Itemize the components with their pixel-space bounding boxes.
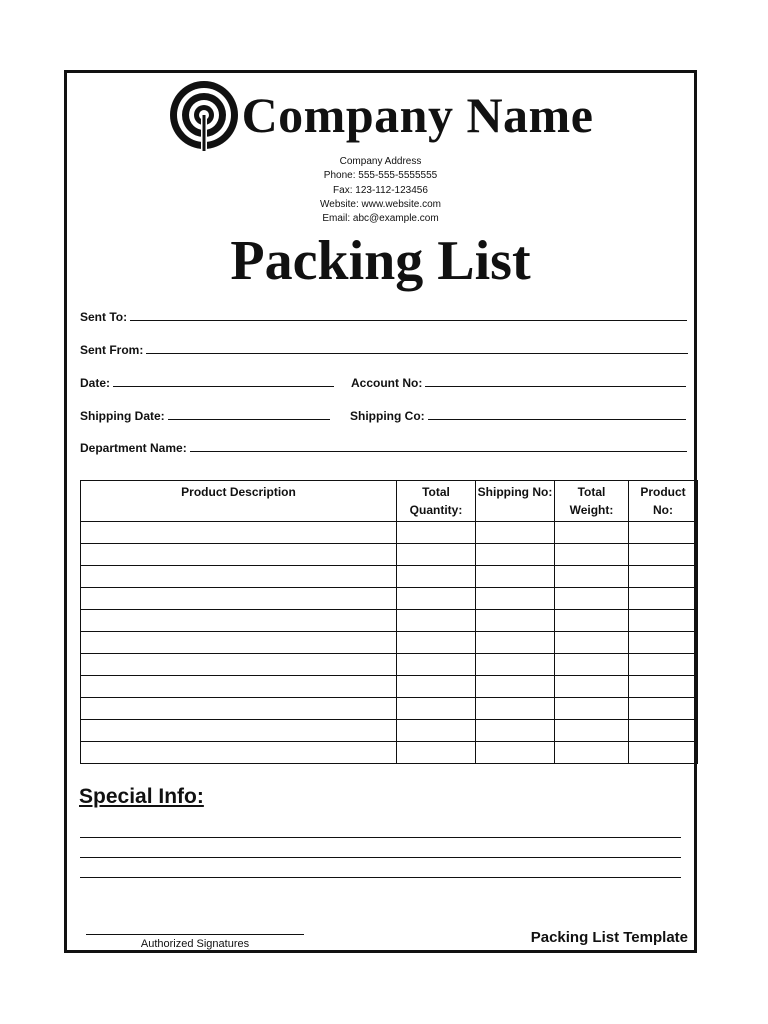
date-line[interactable] [113,386,334,387]
table-row [81,566,698,588]
special-info-line[interactable] [80,857,681,858]
items-table-header-row [81,481,698,522]
column-header: Total Weight: [555,481,629,522]
sent-to-label: Sent To: [80,310,128,324]
signature-line[interactable] [86,934,304,935]
company-name: Company Name [241,87,594,143]
table-cell[interactable] [476,698,555,720]
date-field[interactable] [80,372,334,390]
table-cell[interactable] [476,654,555,676]
company-website: Website: www.website.com [320,198,441,210]
table-row [81,698,698,720]
company-fax: Fax: 123-112-123456 [333,184,428,196]
date-label: Date: [80,376,111,390]
account-no-line[interactable] [425,386,686,387]
company-address: Company Address [339,156,422,167]
table-cell[interactable] [81,610,397,632]
company-phone: Phone: 555-555-5555555 [323,170,438,182]
table-cell[interactable] [555,676,629,698]
special-info-line[interactable] [80,837,681,838]
column-header: Product Description [81,481,397,522]
table-cell[interactable] [81,654,397,676]
shipping-date-line[interactable] [168,419,330,420]
table-cell[interactable] [555,698,629,720]
table-row [81,632,698,654]
table-cell[interactable] [81,720,397,742]
sent-from-line[interactable] [146,353,688,354]
table-cell[interactable] [397,588,476,610]
special-info-heading: Special Info: [79,785,204,808]
table-cell[interactable] [629,588,698,610]
table-cell[interactable] [81,544,397,566]
sent-to-field[interactable] [80,306,687,324]
table-row [81,676,698,698]
column-header: Shipping No: [476,481,555,522]
table-row [81,720,698,742]
table-cell[interactable] [476,566,555,588]
table-cell[interactable] [81,588,397,610]
department-name-line[interactable] [190,451,687,452]
table-cell[interactable] [555,610,629,632]
table-cell[interactable] [555,588,629,610]
items-table [80,480,698,764]
table-cell[interactable] [555,522,629,544]
table-cell[interactable] [629,610,698,632]
table-cell[interactable] [629,654,698,676]
shipping-date-field[interactable] [80,405,330,423]
shipping-date-label: Shipping Date: [80,409,165,423]
table-cell[interactable] [81,742,397,764]
table-cell[interactable] [629,566,698,588]
shipping-co-label: Shipping Co: [350,409,425,423]
table-row [81,654,698,676]
table-row [81,544,698,566]
packing-list-document [64,70,697,953]
shipping-co-field[interactable] [350,405,686,423]
table-cell[interactable] [397,698,476,720]
table-cell[interactable] [476,676,555,698]
table-cell[interactable] [476,632,555,654]
table-cell[interactable] [629,698,698,720]
table-cell[interactable] [476,720,555,742]
table-cell[interactable] [476,522,555,544]
table-cell[interactable] [397,654,476,676]
special-info-line[interactable] [80,877,681,878]
document-title: Packing List [230,230,531,292]
table-cell[interactable] [81,522,397,544]
table-cell[interactable] [555,720,629,742]
company-header [67,77,694,153]
table-cell[interactable] [81,566,397,588]
table-cell[interactable] [629,742,698,764]
account-no-field[interactable] [351,372,686,390]
table-row [81,588,698,610]
table-cell[interactable] [397,544,476,566]
company-logo-icon [168,79,240,151]
table-cell[interactable] [397,720,476,742]
table-cell[interactable] [629,632,698,654]
table-cell[interactable] [81,676,397,698]
table-cell[interactable] [81,632,397,654]
table-row [81,522,698,544]
shipping-co-line[interactable] [428,419,686,420]
table-cell[interactable] [397,632,476,654]
table-cell[interactable] [629,720,698,742]
table-cell[interactable] [629,676,698,698]
table-cell[interactable] [476,588,555,610]
table-cell[interactable] [476,544,555,566]
table-cell[interactable] [397,522,476,544]
template-label: Packing List Template [530,929,688,946]
table-cell[interactable] [397,676,476,698]
table-cell[interactable] [476,610,555,632]
company-email: Email: abc@example.com [322,213,439,225]
table-cell[interactable] [555,566,629,588]
department-name-field[interactable] [80,437,687,455]
table-cell[interactable] [629,522,698,544]
sent-from-field[interactable] [80,339,688,357]
sent-from-label: Sent From: [80,343,144,357]
column-header: Total Quantity: [397,481,476,522]
table-cell[interactable] [397,566,476,588]
table-cell[interactable] [555,632,629,654]
table-cell[interactable] [397,610,476,632]
signature-label: Authorized Signatures [140,938,250,950]
table-row [81,742,698,764]
table-row [81,610,698,632]
sent-to-line[interactable] [130,320,687,321]
table-cell[interactable] [555,544,629,566]
table-cell[interactable] [476,742,555,764]
table-cell[interactable] [81,698,397,720]
company-contact-block [67,155,694,226]
table-cell[interactable] [555,742,629,764]
account-no-label: Account No: [351,376,423,390]
department-name-label: Department Name: [80,441,187,455]
column-header: Product No: [629,481,698,522]
table-cell[interactable] [555,654,629,676]
items-table-body [81,522,698,764]
table-cell[interactable] [629,544,698,566]
table-cell[interactable] [397,742,476,764]
